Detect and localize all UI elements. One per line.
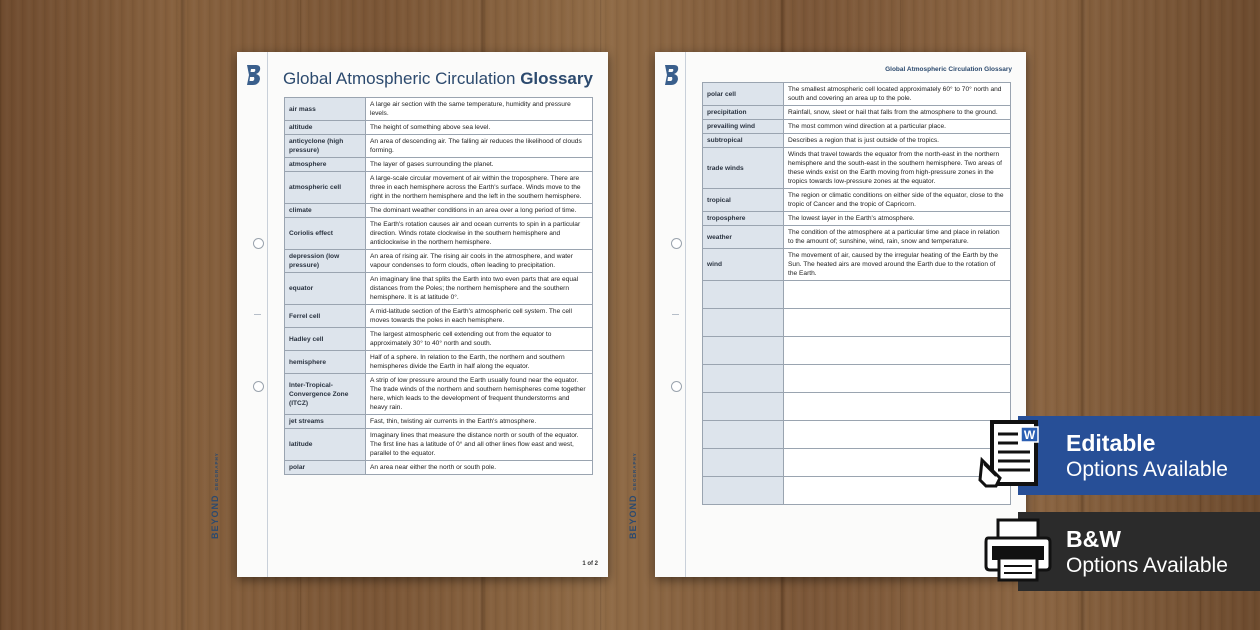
glossary-term: precipitation [703,106,784,120]
glossary-term: tropical [703,189,784,212]
punch-hole [253,381,264,392]
glossary-term: depression (low pressure) [285,250,366,273]
punch-hole [253,238,264,249]
fold-mark [254,314,261,315]
blank-table-row [703,477,1011,505]
badge-subtitle: Options Available [1066,458,1228,481]
glossary-term: Hadley cell [285,328,366,351]
page-title: Global Atmospheric Circulation Glossary [283,69,593,88]
glossary-definition: Rainfall, snow, sleet or hail that falls from the atmosphere to the ground. [784,106,1011,120]
glossary-definition: The Earth's rotation causes air and ocean currents to spin in a particular direction. Winds rotate clockwise in the southern hemisphere and anticlockwise in the northern hemisphere. [366,218,593,250]
table-row [703,212,1011,226]
glossary-term: equator [285,273,366,305]
table-row [285,305,593,328]
glossary-definition: The smallest atmospheric cell located approximately 60° to 70° north and south and covering an area up to the pole. [784,83,1011,106]
glossary-term: wind [703,249,784,281]
fold-mark [672,314,679,315]
glossary-definition: A large air section with the same temperature, humidity and pressure levels. [366,98,593,121]
glossary-term: latitude [285,429,366,461]
punch-hole [671,381,682,392]
glossary-definition: The most common wind direction at a particular place. [784,120,1011,134]
glossary-term: weather [703,226,784,249]
glossary-definition: An area near either the north or south pole. [366,461,593,475]
badge-title: Editable [1066,430,1156,456]
table-row [285,351,593,374]
glossary-definition: An imaginary line that splits the Earth into two even parts that are equal distances from the Poles; the northern hemisphere and the southern hemisphere. It is at latitude 0°. [366,273,593,305]
brand-vertical: BEYONDGEOGRAPHY [628,452,638,539]
beyond-logo-icon [244,64,262,86]
blank-definition-cell [784,365,1011,393]
page-number: 1 of 2 [582,561,598,567]
glossary-term: trade winds [703,148,784,189]
glossary-term: Coriolis effect [285,218,366,250]
punch-hole [671,238,682,249]
blank-term-cell [703,281,784,309]
glossary-definition: A strip of low pressure around the Earth usually found near the equator. The trade winds of the northern and southern hemispheres come together here, which leads to the development of frequent thunderstorms and heavy rain. [366,374,593,415]
badge-title: B&W [1066,526,1121,552]
glossary-definition: A mid-latitude section of the Earth's atmospheric cell system. The cell moves towards the poles in each hemisphere. [366,305,593,328]
glossary-table [702,82,1011,505]
blank-table-row [703,449,1011,477]
blank-table-row [703,393,1011,421]
glossary-definition: The lowest layer in the Earth's atmosphere. [784,212,1011,226]
bw-options-badge[interactable] [1018,512,1260,591]
table-row [703,120,1011,134]
glossary-definition: The region or climatic conditions on either side of the equator, close to the tropic of Cancer and the tropic of Capricorn. [784,189,1011,212]
glossary-definition: An area of descending air. The falling air reduces the likelihood of clouds forming. [366,135,593,158]
glossary-term: troposphere [703,212,784,226]
table-row [285,204,593,218]
glossary-term: polar [285,461,366,475]
glossary-term: air mass [285,98,366,121]
table-row [703,148,1011,189]
table-row [285,98,593,121]
glossary-definition: An area of rising air. The rising air cools in the atmosphere, and water vapour condenses to form clouds, often leading to precipitation. [366,250,593,273]
table-row [285,328,593,351]
blank-term-cell [703,393,784,421]
glossary-table [284,97,593,475]
blank-table-row [703,365,1011,393]
glossary-definition: The movement of air, caused by the irregular heating of the Earth by the Sun. The heated airs are moved around the Earth due to the rotation of the Earth. [784,249,1011,281]
glossary-term: jet streams [285,415,366,429]
table-row [285,172,593,204]
glossary-definition: The layer of gases surrounding the planet. [366,158,593,172]
glossary-term: climate [285,204,366,218]
glossary-definition: The dominant weather conditions in an area over a long period of time. [366,204,593,218]
table-row [703,226,1011,249]
glossary-definition: The condition of the atmosphere at a particular time and place in relation to the amount of; sunshine, wind, rain, snow and temperature. [784,226,1011,249]
blank-term-cell [703,477,784,505]
blank-definition-cell [784,281,1011,309]
table-row [285,121,593,135]
glossary-definition: Half of a sphere. In relation to the Earth, the northern and southern hemispheres divide the Earth in half along the equator. [366,351,593,374]
table-row [285,461,593,475]
table-row [285,429,593,461]
glossary-term: atmosphere [285,158,366,172]
table-row [703,106,1011,120]
glossary-term: prevailing wind [703,120,784,134]
table-row [285,273,593,305]
blank-table-row [703,421,1011,449]
glossary-definition: The height of something above sea level. [366,121,593,135]
table-row [285,218,593,250]
glossary-term: Inter-Tropical-Convergence Zone (ITCZ) [285,374,366,415]
glossary-term: atmospheric cell [285,172,366,204]
table-row [703,249,1011,281]
blank-table-row [703,309,1011,337]
margin-strip [628,52,686,577]
table-row [703,83,1011,106]
worksheet-page-2 [628,52,1026,577]
word-document-pencil-icon [976,416,1058,498]
table-row [285,415,593,429]
blank-term-cell [703,449,784,477]
table-row [703,189,1011,212]
worksheet-page-1 [210,52,608,577]
glossary-term: altitude [285,121,366,135]
glossary-term: polar cell [703,83,784,106]
glossary-definition: Describes a region that is just outside of the tropics. [784,134,1011,148]
margin-strip [210,52,268,577]
svg-text:W: W [1023,428,1036,442]
beyond-logo-icon [662,64,680,86]
table-row [285,374,593,415]
table-row [703,134,1011,148]
printer-icon [982,516,1054,584]
brand-vertical: BEYONDGEOGRAPHY [210,452,220,539]
table-row [285,158,593,172]
glossary-definition: Winds that travel towards the equator from the north-east in the northern hemisphere and the south-east in the southern hemisphere. Two areas of these winds exist on the Earth moving from high-pressure zones in the tropics towards low-pressure zones at the equator. [784,148,1011,189]
glossary-term: Ferrel cell [285,305,366,328]
blank-term-cell [703,337,784,365]
blank-definition-cell [784,337,1011,365]
glossary-term: anticyclone (high pressure) [285,135,366,158]
glossary-definition: A large-scale circular movement of air within the troposphere. There are three in each hemisphere across the Earth's surface. Winds move to the right in the northern hemisphere and the left in the southern hemisphere. [366,172,593,204]
blank-table-row [703,281,1011,309]
glossary-definition: Imaginary lines that measure the distance north or south of the equator. The first line has a latitude of 0° and all other lines flow east and west, parallel to the equator. [366,429,593,461]
blank-term-cell [703,421,784,449]
glossary-term: subtropical [703,134,784,148]
glossary-definition: Fast, thin, twisting air currents in the Earth's atmosphere. [366,415,593,429]
page-header-title: Global Atmospheric Circulation Glossary [885,66,1012,73]
blank-term-cell [703,365,784,393]
blank-definition-cell [784,309,1011,337]
blank-term-cell [703,309,784,337]
blank-table-row [703,337,1011,365]
badge-subtitle: Options Available [1066,554,1228,577]
table-row [285,250,593,273]
glossary-definition: The largest atmospheric cell extending out from the equator to approximately 30° to 40° north and south. [366,328,593,351]
table-row [285,135,593,158]
glossary-term: hemisphere [285,351,366,374]
